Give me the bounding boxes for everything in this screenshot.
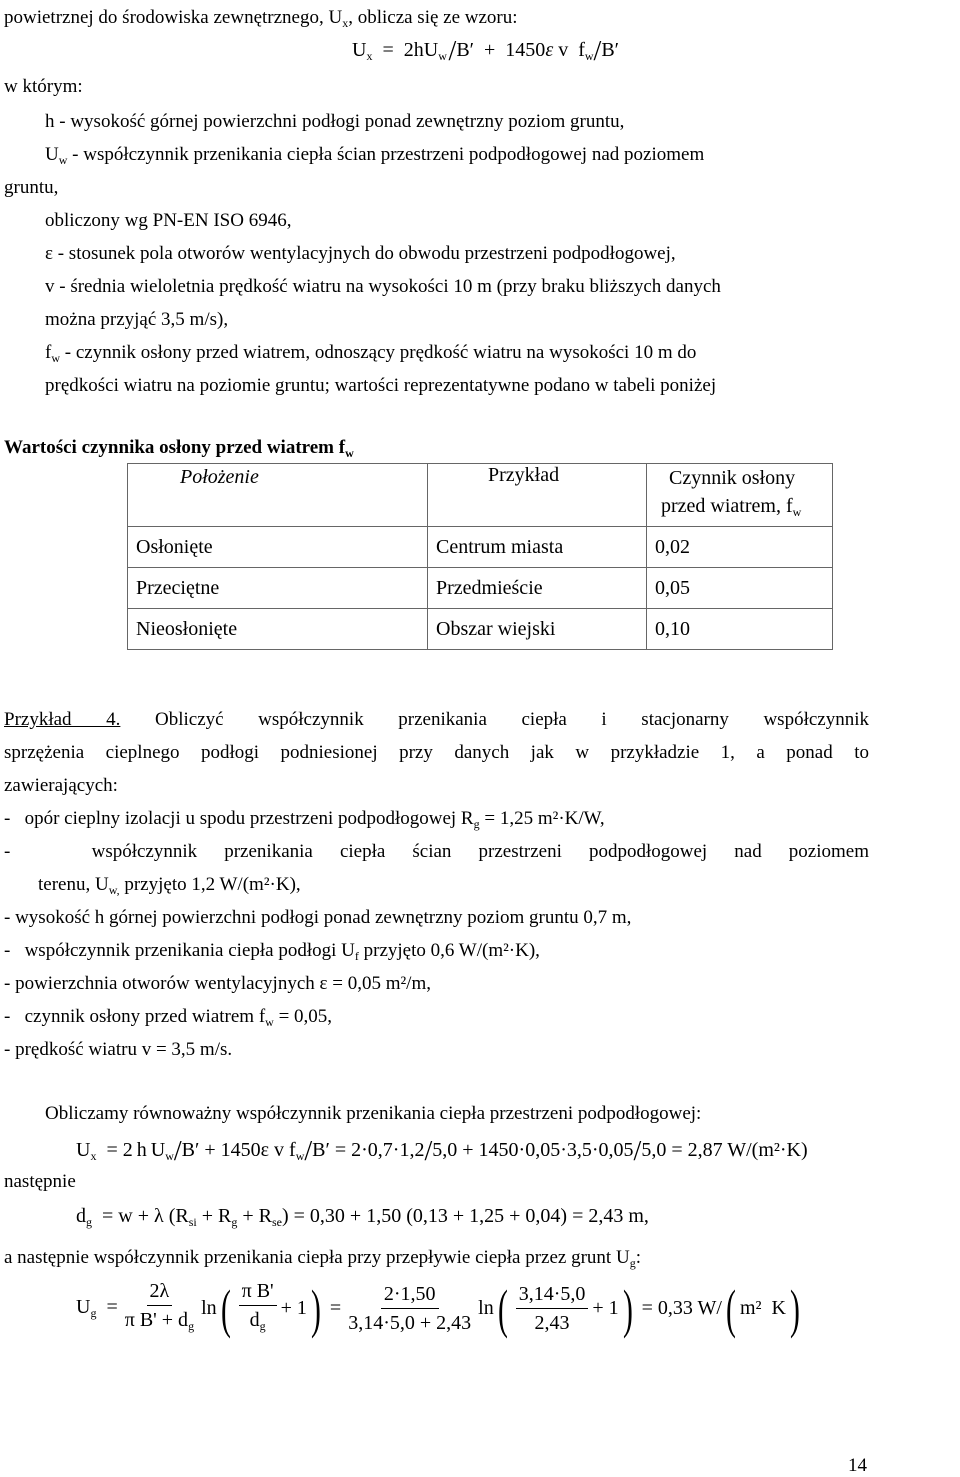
list-item: - wysokość h górnej powierzchni podłogi ponad zewnętrzny poziom gruntu 0,7 m, <box>4 907 632 928</box>
def-epsilon: ε - stosunek pola otworów wentylacyjnych do obwodu przestrzeni podpodłogowej, <box>45 243 676 264</box>
w-ktorym: w którym: <box>4 76 83 97</box>
cell-przyklad: Centrum miasta <box>428 527 647 568</box>
equation-ug: $U_g$ = $\frac{2\lambda}{\pi B' + d_g}$ ln ( $\frac{\text{π B'}}{d_g}$ + 1 ) = $\frac{2\cdot 1,50}{3,14\cdot 5,0 + 2,43}$ ln ( $\frac{3,14\cdot 5,0}{2,43}$ + 1 ) = 0,33 W/ ( m² K ) <box>76 1278 800 1339</box>
table-row <box>128 568 833 609</box>
def-fw-cont: prędkości wiatru na poziomie gruntu; wartości reprezentatywne podano w tabeli poniżej <box>45 375 717 396</box>
def-uw: $U_w$ - współczynnik przenikania ciepła ścian przestrzeni podpodłogowej nad poziomem <box>45 144 705 167</box>
equation-dg: $d_g = w + \lambda$ $(R_{si} + R_g + R_{se}) = 0,30 + 1,50$ (0,13 + 1,25 + 0,04) = 2,43 m, <box>76 1205 649 1229</box>
header-polozenie: Położenie <box>128 464 428 527</box>
list-item: - czynnik osłony przed wiatrem $f_w = 0,05$, <box>4 1006 333 1029</box>
cell-przyklad: Obszar wiejski <box>428 609 647 650</box>
cell-value: 0,05 <box>647 568 833 609</box>
intro-line: powietrznej do środowiska zewnętrznego, $U_x$, oblicza się ze wzoru: <box>4 7 518 30</box>
example-para-line1: Przykład 4. Obliczyć współczynnik przenikania ciepła i stacjonarny współczynnik <box>4 709 869 730</box>
example-para-line3: zawierających: <box>4 775 118 796</box>
example-label: Przykład 4. <box>4 709 121 730</box>
table-row <box>128 527 833 568</box>
def-uw-cont2: obliczony wg PN-EN ISO 6946, <box>45 210 292 231</box>
table-header-row <box>128 464 833 527</box>
list-item: - współczynnik przenikania ciepła podłogi $U_f$ przyjęto 0,6 W/(m²·K), <box>4 940 540 963</box>
page-number: 14 <box>848 1455 867 1476</box>
table-caption: Wartości czynnika osłony przed wiatrem $f_w$ <box>4 437 354 460</box>
list-item: - prędkość wiatru v = 3,5 m/s. <box>4 1039 233 1060</box>
list-item: - opór cieplny izolacji u spodu przestrzeni podpodłogowej $R_g = 1,25$ m²·K/W, <box>4 808 605 831</box>
equation-ux: $U_x = 2$ h $U_w/B' + 1450\varepsilon$ v $f_w/B' = 2\cdot 0,7\cdot 1,2/5,0 + 1450\cdot 0,05\cdot 3,5\cdot 0,05/5,0 = 2,87$ W/(m²·K) <box>76 1136 808 1167</box>
list-item: - powierzchnia otworów wentylacyjnych ε = 0,05 m²/m, <box>4 973 431 994</box>
def-h: h - wysokość górnej powierzchni podłogi ponad zewnętrzny poziom gruntu, <box>45 111 625 132</box>
calc-line-a: a następnie współczynnik przenikania ciepła przy przepływie ciepła przez grunt $U_g$: <box>4 1247 641 1270</box>
example-para-line2: sprzężenia cieplnego podłogi podniesionej przy danych jak w przykładzie 1, a ponad to <box>4 742 869 763</box>
cell-polozenie: Przeciętne <box>128 568 428 609</box>
def-v: v - średnia wieloletnia prędkość wiatru na wysokości 10 m (przy braku bliższych danych <box>45 276 721 297</box>
list-item: - współczynnik przenikania ciepła ścian przestrzeni podpodłogowej nad poziomem <box>4 841 869 862</box>
cell-value: 0,10 <box>647 609 833 650</box>
header-czynnik: Czynnik osłony przed wiatrem, $f_w$ <box>647 464 833 527</box>
list-item-cont: terenu, $U_{w,}$ przyjęto 1,2 W/(m²·K), <box>38 874 301 897</box>
table-row <box>128 609 833 650</box>
nastepnie: następnie <box>4 1171 76 1192</box>
def-v-cont: można przyjąć 3,5 m/s), <box>45 309 229 330</box>
header-przyklad: Przykład <box>428 464 647 527</box>
cell-value: 0,02 <box>647 527 833 568</box>
calc-intro: Obliczamy równoważny współczynnik przenikania ciepła przestrzeni podpodłogowej: <box>45 1103 702 1124</box>
cell-polozenie: Osłonięte <box>128 527 428 568</box>
cell-polozenie: Nieosłonięte <box>128 609 428 650</box>
def-uw-cont: gruntu, <box>4 177 59 198</box>
formula-ux: $U_x = 2hU_w$ /B′ + 1450ε v $f_w/B'$ <box>352 36 620 67</box>
cell-przyklad: Przedmieście <box>428 568 647 609</box>
def-fw: $f_w$ - czynnik osłony przed wiatrem, odnoszący prędkość wiatru na wysokości 10 m do <box>45 342 697 365</box>
wind-shield-table <box>127 463 833 650</box>
